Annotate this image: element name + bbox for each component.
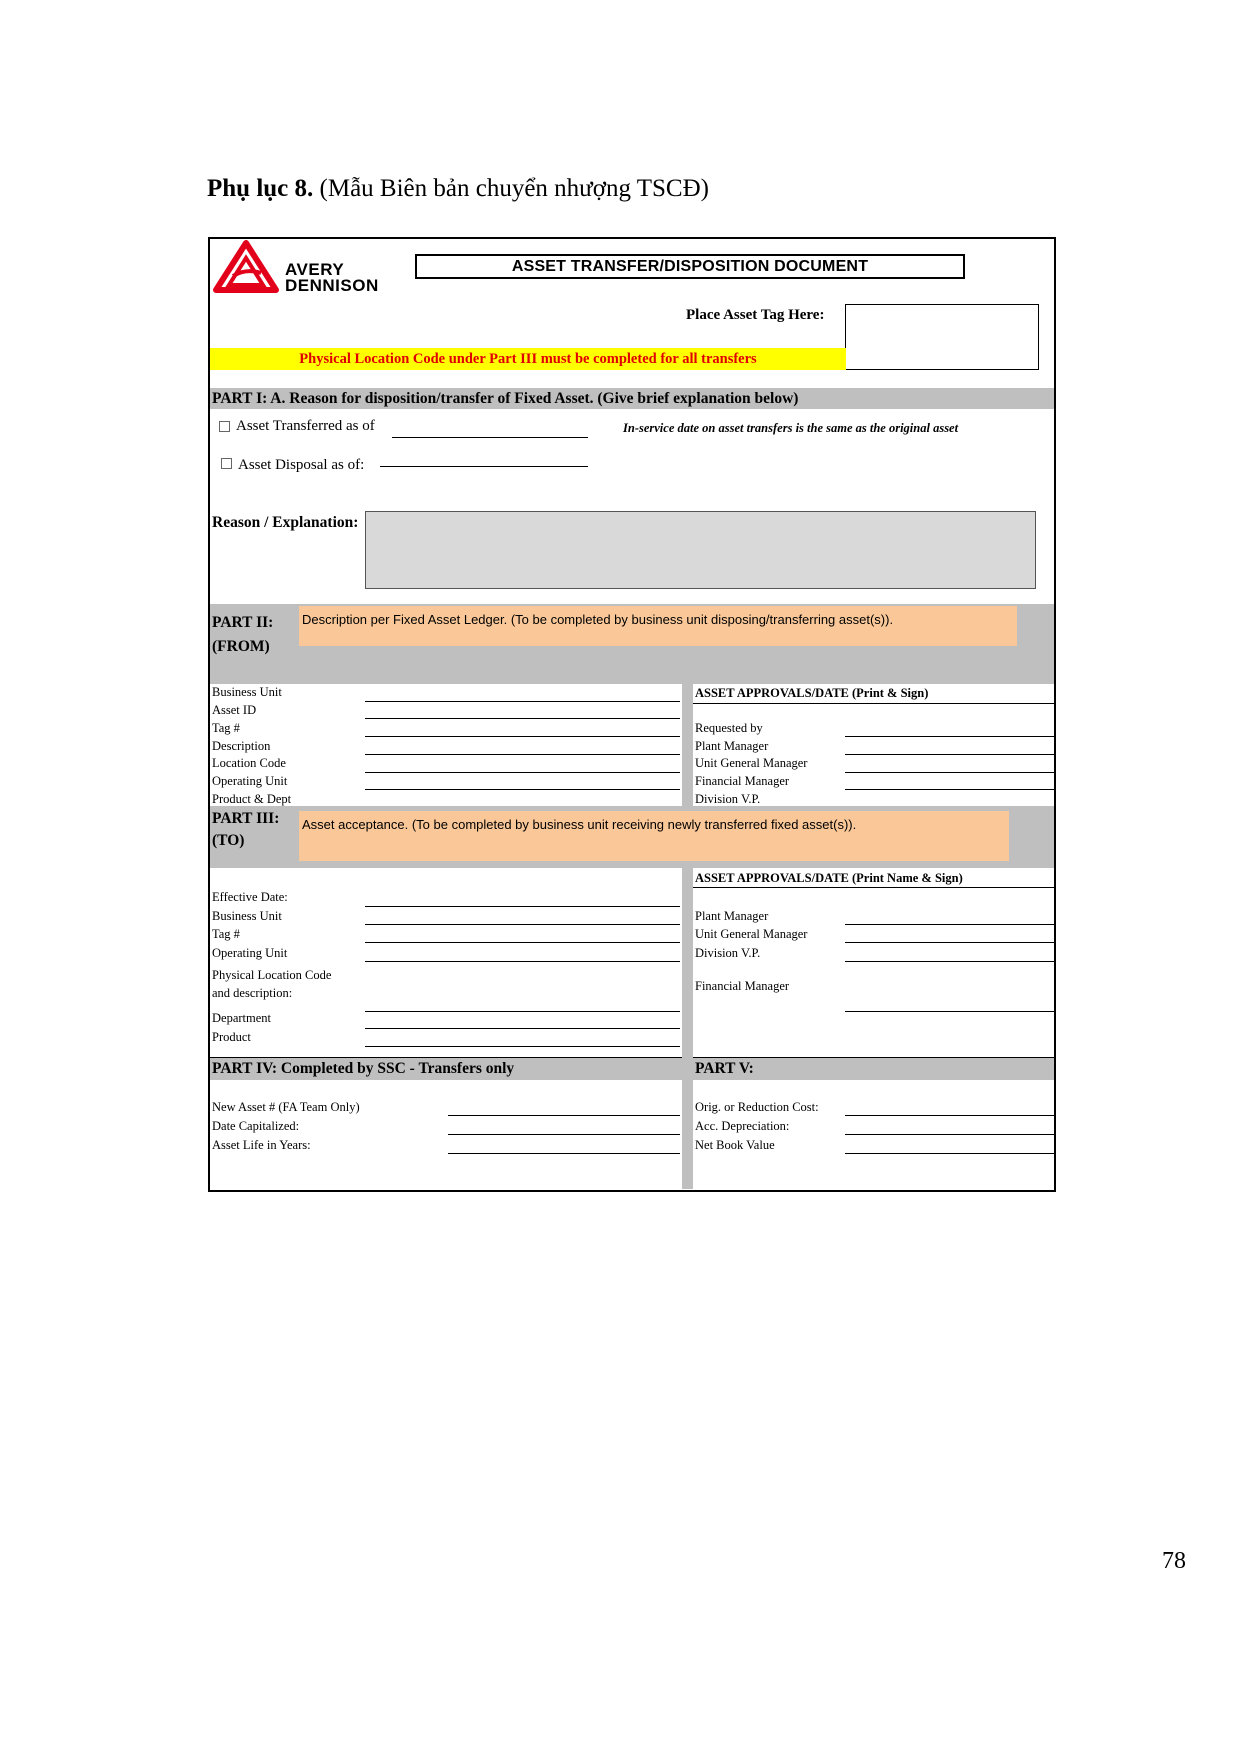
part5-line-2[interactable] bbox=[845, 1134, 1054, 1135]
part3-separator bbox=[682, 868, 693, 1057]
approval-plant-manager: Plant Manager bbox=[695, 739, 769, 753]
part2-line-1[interactable] bbox=[365, 701, 680, 702]
part3-line-3[interactable] bbox=[365, 942, 680, 943]
part3-line-7[interactable] bbox=[365, 1046, 680, 1047]
part3-title: PART III: bbox=[212, 810, 280, 827]
inservice-note: In-service date on asset transfers is the same as the original asset bbox=[623, 421, 959, 435]
approval-line-1[interactable] bbox=[845, 736, 1054, 737]
logo-triangle-icon bbox=[213, 240, 279, 294]
field-to-business-unit: Business Unit bbox=[212, 909, 282, 923]
field-description: Description bbox=[212, 739, 271, 753]
page-number: 78 bbox=[1162, 1548, 1186, 1574]
part2-line-3[interactable] bbox=[365, 736, 680, 737]
to-approval-financial-manager: Financial Manager bbox=[695, 979, 790, 993]
asset-disposal-label: Asset Disposal as of: bbox=[238, 457, 365, 473]
part3-instruction: Asset acceptance. (To be completed by business unit receiving newly transferred fixed asset(s)). bbox=[299, 811, 1009, 861]
part3-approvals-title: ASSET APPROVALS/DATE (Print Name & Sign) bbox=[695, 871, 963, 885]
part2-fields bbox=[212, 684, 682, 806]
field-acc-depreciation: Acc. Depreciation: bbox=[695, 1119, 790, 1133]
approval-line-4[interactable] bbox=[845, 789, 1054, 790]
field-product-dept: Product & Dept bbox=[212, 792, 292, 806]
asset-transferred-label: Asset Transferred as of bbox=[236, 418, 375, 434]
field-location-description: and description: bbox=[212, 986, 293, 1000]
part3-line-6[interactable] bbox=[365, 1028, 680, 1029]
to-approval-line-1[interactable] bbox=[845, 924, 1054, 925]
part2-subtitle: (FROM) bbox=[212, 638, 270, 655]
approval-financial-manager: Financial Manager bbox=[695, 774, 790, 788]
field-to-tag: Tag # bbox=[212, 927, 240, 941]
approval-division-vp: Division V.P. bbox=[695, 792, 761, 806]
to-approval-line-4[interactable] bbox=[845, 1011, 1054, 1012]
to-approval-line-2[interactable] bbox=[845, 942, 1054, 943]
approval-line-3[interactable] bbox=[845, 772, 1054, 773]
field-new-asset: New Asset # (FA Team Only) bbox=[212, 1100, 360, 1114]
page-heading bbox=[207, 175, 709, 203]
field-net-book-value: Net Book Value bbox=[695, 1138, 775, 1152]
logo-line1: AVERY bbox=[285, 260, 345, 279]
part4-line-3[interactable] bbox=[448, 1153, 680, 1154]
part3-line-1[interactable] bbox=[365, 906, 680, 907]
part3-line-5[interactable] bbox=[365, 1011, 680, 1012]
asset-disposal-checkbox[interactable] bbox=[221, 458, 232, 469]
to-approval-division-vp: Division V.P. bbox=[695, 946, 761, 960]
field-effective-date: Effective Date: bbox=[212, 890, 288, 904]
part2-approvals-title: ASSET APPROVALS/DATE (Print & Sign) bbox=[695, 686, 929, 700]
part4-title: PART IV: Completed by SSC - Transfers only bbox=[212, 1060, 515, 1077]
reason-label: Reason / Explanation: bbox=[212, 514, 359, 531]
field-department: Department bbox=[212, 1011, 272, 1025]
field-operating-unit: Operating Unit bbox=[212, 774, 288, 788]
part4-line-2[interactable] bbox=[448, 1134, 680, 1135]
field-orig-cost: Orig. or Reduction Cost: bbox=[695, 1100, 819, 1114]
part2-title: PART II: bbox=[212, 614, 274, 631]
asset-transferred-line[interactable] bbox=[392, 437, 588, 438]
logo-line2: DENNISON bbox=[285, 276, 379, 295]
part2-line-6[interactable] bbox=[365, 789, 680, 790]
to-approval-plant-manager: Plant Manager bbox=[695, 909, 769, 923]
approval-line-2[interactable] bbox=[845, 754, 1054, 755]
part2-line-2[interactable] bbox=[365, 718, 680, 719]
avery-dennison-logo bbox=[213, 240, 403, 294]
notice-banner: Physical Location Code under Part III must be completed for all transfers bbox=[210, 348, 846, 370]
heading-bold: Phụ lục 8. bbox=[207, 175, 314, 202]
approval-requested-by: Requested by bbox=[695, 721, 763, 735]
part5-title: PART V: bbox=[695, 1060, 754, 1077]
part2-line-5[interactable] bbox=[365, 772, 680, 773]
part4-line-1[interactable] bbox=[448, 1115, 680, 1116]
asset-transferred-checkbox[interactable] bbox=[219, 421, 230, 432]
part3-line-2[interactable] bbox=[365, 924, 680, 925]
part2-separator bbox=[682, 684, 693, 806]
asset-tag-label: Place Asset Tag Here: bbox=[686, 307, 825, 323]
part5-line-1[interactable] bbox=[845, 1115, 1054, 1116]
to-approval-line-3[interactable] bbox=[845, 961, 1054, 962]
field-product: Product bbox=[212, 1030, 251, 1044]
part4-separator bbox=[682, 1057, 693, 1189]
part3-subtitle: (TO) bbox=[212, 832, 245, 849]
to-approval-unit-gm: Unit General Manager bbox=[695, 927, 808, 941]
approval-unit-gm: Unit General Manager bbox=[695, 756, 808, 770]
document-title: ASSET TRANSFER/DISPOSITION DOCUMENT bbox=[415, 254, 965, 279]
part5-line-3[interactable] bbox=[845, 1153, 1054, 1154]
asset-disposal-line[interactable] bbox=[380, 466, 588, 467]
field-asset-life: Asset Life in Years: bbox=[212, 1138, 311, 1152]
part3-line-4[interactable] bbox=[365, 961, 680, 962]
field-business-unit: Business Unit bbox=[212, 685, 282, 699]
field-physical-location: Physical Location Code bbox=[212, 968, 332, 982]
field-asset-id: Asset ID bbox=[212, 703, 257, 717]
field-tag: Tag # bbox=[212, 721, 240, 735]
part2-line-4[interactable] bbox=[365, 754, 680, 755]
part1-title: PART I: A. Reason for disposition/transfer of Fixed Asset. (Give brief explanation below) bbox=[212, 390, 799, 407]
reason-textbox[interactable] bbox=[365, 511, 1036, 589]
heading-rest: (Mẫu Biên bản chuyển nhượng TSCĐ) bbox=[313, 175, 709, 202]
asset-tag-box[interactable] bbox=[845, 304, 1039, 370]
field-location-code: Location Code bbox=[212, 756, 286, 770]
field-to-operating-unit: Operating Unit bbox=[212, 946, 288, 960]
part2-instruction: Description per Fixed Asset Ledger. (To be completed by business unit disposing/transferring asset(s)). bbox=[299, 606, 1017, 646]
field-date-capitalized: Date Capitalized: bbox=[212, 1119, 300, 1133]
